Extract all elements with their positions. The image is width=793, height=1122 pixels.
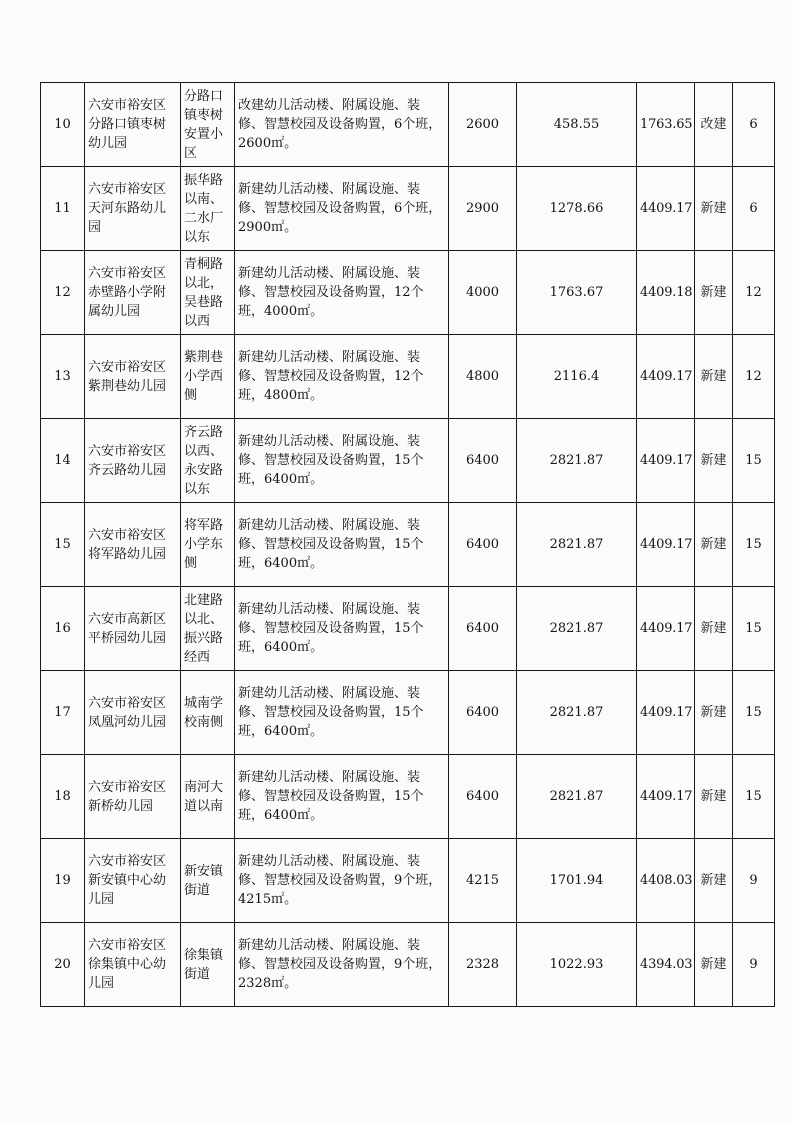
table-row	[41, 335, 775, 419]
row-number: 18	[41, 755, 85, 839]
investment: 2821.87	[517, 587, 637, 671]
row-number: 20	[41, 923, 85, 1007]
school-location: 南河大道以南	[181, 755, 235, 839]
construction-type: 新建	[695, 839, 733, 923]
building-area: 6400	[449, 755, 517, 839]
construction-type: 新建	[695, 167, 733, 251]
school-location: 新安镇街道	[181, 839, 235, 923]
unit-cost: 4394.03	[637, 923, 695, 1007]
school-name: 六安市高新区平桥园幼儿园	[85, 587, 181, 671]
class-count: 12	[733, 251, 775, 335]
construction-content: 新建幼儿活动楼、附属设施、装修、智慧校园及设备购置，12个班，4000㎡。	[235, 251, 449, 335]
table-row	[41, 167, 775, 251]
project-table	[40, 82, 775, 1007]
table-row	[41, 503, 775, 587]
unit-cost: 4409.18	[637, 251, 695, 335]
school-location: 分路口镇枣树安置小区	[181, 83, 235, 167]
construction-content: 新建幼儿活动楼、附属设施、装修、智慧校园及设备购置，6个班，2900㎡。	[235, 167, 449, 251]
school-name: 六安市裕安区齐云路幼儿园	[85, 419, 181, 503]
unit-cost: 4409.17	[637, 419, 695, 503]
class-count: 6	[733, 167, 775, 251]
school-name: 六安市裕安区将军路幼儿园	[85, 503, 181, 587]
class-count: 6	[733, 83, 775, 167]
construction-type: 新建	[695, 251, 733, 335]
unit-cost: 4409.17	[637, 335, 695, 419]
unit-cost: 4409.17	[637, 503, 695, 587]
construction-content: 新建幼儿活动楼、附属设施、装修、智慧校园及设备购置，9个班，4215㎡。	[235, 839, 449, 923]
class-count: 15	[733, 587, 775, 671]
unit-cost: 4408.03	[637, 839, 695, 923]
investment: 2821.87	[517, 755, 637, 839]
row-number: 11	[41, 167, 85, 251]
unit-cost: 4409.17	[637, 587, 695, 671]
building-area: 2600	[449, 83, 517, 167]
building-area: 6400	[449, 587, 517, 671]
building-area: 2900	[449, 167, 517, 251]
table-row	[41, 251, 775, 335]
construction-content: 新建幼儿活动楼、附属设施、装修、智慧校园及设备购置，12个班，4800㎡。	[235, 335, 449, 419]
row-number: 16	[41, 587, 85, 671]
class-count: 15	[733, 419, 775, 503]
row-number: 14	[41, 419, 85, 503]
investment: 458.55	[517, 83, 637, 167]
investment: 1022.93	[517, 923, 637, 1007]
construction-content: 新建幼儿活动楼、附属设施、装修、智慧校园及设备购置，15个班，6400㎡。	[235, 419, 449, 503]
table-row	[41, 671, 775, 755]
building-area: 6400	[449, 419, 517, 503]
building-area: 4800	[449, 335, 517, 419]
school-location: 徐集镇街道	[181, 923, 235, 1007]
unit-cost: 1763.65	[637, 83, 695, 167]
row-number: 19	[41, 839, 85, 923]
school-location: 将军路小学东侧	[181, 503, 235, 587]
class-count: 15	[733, 755, 775, 839]
table-row	[41, 755, 775, 839]
school-name: 六安市裕安区凤凰河幼儿园	[85, 671, 181, 755]
construction-type: 改建	[695, 83, 733, 167]
investment: 1763.67	[517, 251, 637, 335]
construction-content: 新建幼儿活动楼、附属设施、装修、智慧校园及设备购置，15个班，6400㎡。	[235, 755, 449, 839]
unit-cost: 4409.17	[637, 671, 695, 755]
table-row	[41, 839, 775, 923]
construction-content: 新建幼儿活动楼、附属设施、装修、智慧校园及设备购置，9个班，2328㎡。	[235, 923, 449, 1007]
table-row	[41, 83, 775, 167]
construction-type: 新建	[695, 671, 733, 755]
building-area: 2328	[449, 923, 517, 1007]
row-number: 12	[41, 251, 85, 335]
construction-type: 新建	[695, 335, 733, 419]
school-name: 六安市裕安区新桥幼儿园	[85, 755, 181, 839]
school-location: 紫荆巷小学西侧	[181, 335, 235, 419]
building-area: 4215	[449, 839, 517, 923]
unit-cost: 4409.17	[637, 755, 695, 839]
row-number: 17	[41, 671, 85, 755]
construction-content: 新建幼儿活动楼、附属设施、装修、智慧校园及设备购置，15个班，6400㎡。	[235, 503, 449, 587]
table-row	[41, 587, 775, 671]
class-count: 9	[733, 923, 775, 1007]
class-count: 15	[733, 671, 775, 755]
table-row	[41, 923, 775, 1007]
investment: 2821.87	[517, 503, 637, 587]
construction-content: 新建幼儿活动楼、附属设施、装修、智慧校园及设备购置，15个班，6400㎡。	[235, 587, 449, 671]
investment: 1701.94	[517, 839, 637, 923]
investment: 1278.66	[517, 167, 637, 251]
school-location: 齐云路以西、永安路以东	[181, 419, 235, 503]
construction-type: 新建	[695, 923, 733, 1007]
class-count: 15	[733, 503, 775, 587]
class-count: 12	[733, 335, 775, 419]
row-number: 13	[41, 335, 85, 419]
school-name: 六安市裕安区赤壁路小学附属幼儿园	[85, 251, 181, 335]
construction-type: 新建	[695, 503, 733, 587]
school-location: 城南学校南侧	[181, 671, 235, 755]
school-location: 北建路以北、振兴路经西	[181, 587, 235, 671]
investment: 2116.4	[517, 335, 637, 419]
construction-content: 改建幼儿活动楼、附属设施、装修、智慧校园及设备购置，6个班，2600㎡。	[235, 83, 449, 167]
school-location: 振华路以南、二水厂以东	[181, 167, 235, 251]
school-name: 六安市裕安区紫荆巷幼儿园	[85, 335, 181, 419]
unit-cost: 4409.17	[637, 167, 695, 251]
construction-content: 新建幼儿活动楼、附属设施、装修、智慧校园及设备购置，15个班，6400㎡。	[235, 671, 449, 755]
school-location: 青桐路以北，吴巷路以西	[181, 251, 235, 335]
building-area: 6400	[449, 503, 517, 587]
table-row	[41, 419, 775, 503]
investment: 2821.87	[517, 671, 637, 755]
construction-type: 新建	[695, 587, 733, 671]
class-count: 9	[733, 839, 775, 923]
school-name: 六安市裕安区徐集镇中心幼儿园	[85, 923, 181, 1007]
table-body	[41, 83, 775, 1007]
school-name: 六安市裕安区新安镇中心幼儿园	[85, 839, 181, 923]
construction-type: 新建	[695, 419, 733, 503]
investment: 2821.87	[517, 419, 637, 503]
school-name: 六安市裕安区分路口镇枣树幼儿园	[85, 83, 181, 167]
row-number: 15	[41, 503, 85, 587]
building-area: 4000	[449, 251, 517, 335]
school-name: 六安市裕安区天河东路幼儿园	[85, 167, 181, 251]
row-number: 10	[41, 83, 85, 167]
construction-type: 新建	[695, 755, 733, 839]
building-area: 6400	[449, 671, 517, 755]
